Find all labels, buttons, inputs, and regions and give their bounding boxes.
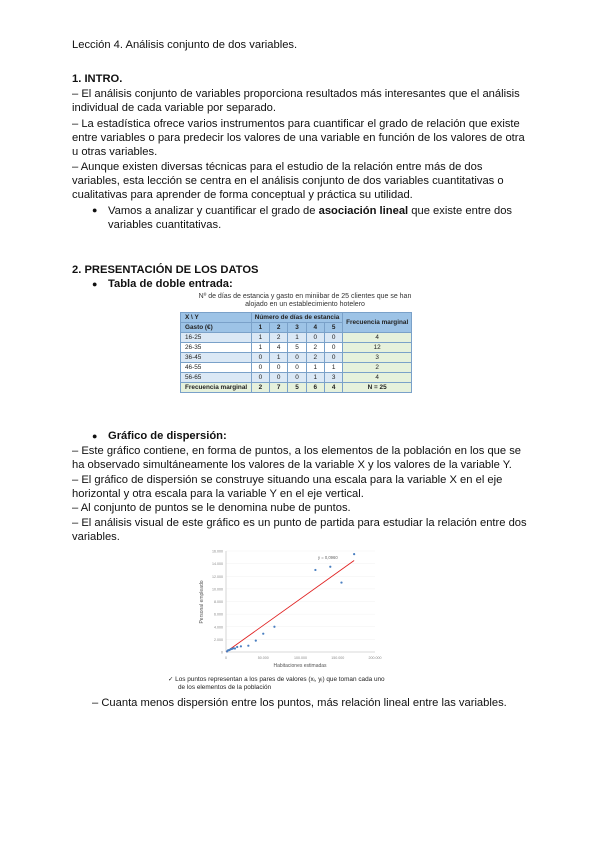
data-point [236,646,238,648]
y-tick-label: 0 [221,650,223,655]
cell: 1 [251,343,269,353]
x-tick-label: 150.000 [331,656,345,660]
table-caption: Nº de días de estancia y gasto en miniibar de 25 clientes que se han [198,293,412,300]
cell: 3 [324,373,342,383]
cell: 0 [324,333,342,343]
data-point [247,645,249,647]
scatter-line: – El gráfico de dispersión se construye situando una escala para la variable X en el eje [72,474,503,486]
cell: 2 [251,383,269,393]
day-col: 5 [324,323,342,333]
bullet-dot: ● [92,205,98,215]
day-col: 3 [288,323,306,333]
y-axis-label: Personal empleado [199,580,205,624]
data-point [314,569,316,571]
intro-bullet-line: variables cuantitativas. [108,219,222,231]
scatter-bullet: Gráfico de dispersión: [108,430,227,442]
data-point [255,640,257,642]
day-col: 4 [306,323,324,333]
trendline [226,560,354,652]
table-row [181,353,412,363]
cell: 4 [270,343,288,353]
table-row [181,333,412,343]
cell: 1 [306,363,324,373]
intro-line: – La estadística ofrece varios instrumentos para cuantificar el grado de relación que existe [72,118,520,130]
x-tick-label: 200.000 [368,656,382,660]
day-col: 1 [251,323,269,333]
cell: 4 [324,383,342,393]
conclusion-line: – Cuanta menos dispersión entre los puntos, más relación lineal entre las variables. [92,697,507,709]
y-tick-label: 8.000 [214,600,223,604]
chart-grid [226,551,375,652]
section2-heading: 2. PRESENTACIÓN DE LOS DATOS [72,264,259,276]
table-row [181,343,412,353]
marginal-cell: 12 [343,343,412,353]
cell: 0 [288,373,306,383]
gasto-header: Gasto (€) [181,323,252,333]
intro-heading: 1. INTRO. [72,73,123,85]
table-footer-row [181,383,412,393]
table-bullet: Tabla de doble entrada: [108,278,233,290]
y-tick-label: 2.000 [214,637,223,642]
check-icon: ✓ [168,676,174,683]
table-row [181,373,412,383]
intro-line: individual de cada variable por separado. [72,102,276,114]
point-label: y = 0,0960 [318,555,338,560]
cell: 0 [251,353,269,363]
cell: 1 [251,333,269,343]
cell: 0 [251,363,269,373]
scatter-line: – Este gráfico contiene, en forma de puntos, a los elementos de la población en los que se [72,445,522,457]
intro-line: – El análisis conjunto de variables proporciona resultados más interesantes que el análisis [72,88,520,100]
row-label: 16-25 [181,333,252,343]
marginal-cell: 4 [343,373,412,383]
data-point [329,566,331,568]
lesson-title: Lección 4. Análisis conjunto de dos variables. [72,39,298,51]
cell: 0 [324,353,342,363]
x-tick-labels [225,656,382,660]
cell: 0 [251,373,269,383]
cell: 2 [270,333,288,343]
y-tick-label: 14.000 [212,562,223,567]
cell: 6 [306,383,324,393]
cell: 7 [270,383,288,393]
intro-bullet-line: Vamos a analizar y cuantificar el grado de asociación lineal que existe entre dos [108,205,513,217]
scatter-line: ha observado simultáneamente los valores de la variable X y los valores de la variable Y. [72,459,512,471]
total-cell: N = 25 [343,383,412,393]
x-axis-label: Habitaciones estimadas [273,663,327,669]
x-tick-label: 100.000 [294,656,307,660]
scatter-line: – Al conjunto de puntos se le denomina nube de puntos. [72,502,351,514]
table-caption: alojado en un establecimiento hotelero [245,301,365,308]
intro-line: entre variables o para predecir los valores de una variable en función de los valores de otra [72,132,525,144]
x-tick-label: 0 [225,656,227,660]
footer-label: Frecuencia marginal [181,383,252,393]
row-label: 26-35 [181,343,252,353]
cell: 1 [288,333,306,343]
data-point [340,581,342,583]
days-header: Número de días de estancia [251,313,343,323]
cell: 0 [270,373,288,383]
chart-note [168,676,385,684]
table-corner: X \ Y [181,313,252,323]
y-tick-labels [212,550,223,655]
y-tick-label: 6.000 [214,612,223,617]
cell: 0 [324,343,342,353]
cell: 0 [306,333,324,343]
intro-line: u otras variables. [72,146,158,158]
scatter-line: – El análisis visual de este gráfico es un punto de partida para estudiar la relación entre dos [72,517,527,529]
x-tick-label: 50.000 [257,656,269,660]
bullet-dot: ● [92,431,98,441]
data-points [226,553,355,652]
cell: 2 [306,343,324,353]
scatter-line: variables. [72,531,120,543]
day-col: 2 [270,323,288,333]
cell: 2 [306,353,324,363]
row-label: 36-45 [181,353,252,363]
cell: 1 [324,363,342,373]
cell: 0 [288,353,306,363]
marginal-cell: 2 [343,363,412,373]
chart-note-line: Los puntos representan a los pares de valores (xᵢ, yᵢ) que toman cada uno [175,676,385,683]
row-label: 46-55 [181,363,252,373]
intro-line: variables, esta lección se centra en el análisis conjunto de dos variables cuantitativas o [72,175,504,187]
row-label: 56-65 [181,373,252,383]
intro-line: – Aunque existen diversas técnicas para el estudio de la relación entre más de dos [72,161,483,173]
marginal-cell: 3 [343,353,412,363]
cell: 5 [288,343,306,353]
double-entry-table [180,312,412,393]
marginal-header: Frecuencia marginal [343,313,412,333]
marginal-cell: 4 [343,333,412,343]
y-tick-label: 16.000 [212,549,223,554]
y-tick-label: 12.000 [212,574,223,579]
data-point [240,645,242,647]
chart-note-line: de los elementos de la población [178,684,272,691]
cell: 1 [270,353,288,363]
scatter-chart [190,546,390,674]
intro-line: cualitativas para aprender de forma conceptual y práctica su utilidad. [72,189,413,201]
y-tick-label: 4.000 [214,625,223,630]
cell: 0 [270,363,288,373]
cell: 0 [288,363,306,373]
bullet-dot: ● [92,279,98,289]
cell: 5 [288,383,306,393]
table-row [181,363,412,373]
data-point [273,626,275,628]
y-tick-label: 10.000 [212,587,223,592]
data-point [353,553,355,555]
data-point [234,647,236,649]
cell: 1 [306,373,324,383]
data-point [262,633,264,635]
scatter-line: horizontal y otra escala para la variable Y en el eje vertical. [72,488,364,500]
